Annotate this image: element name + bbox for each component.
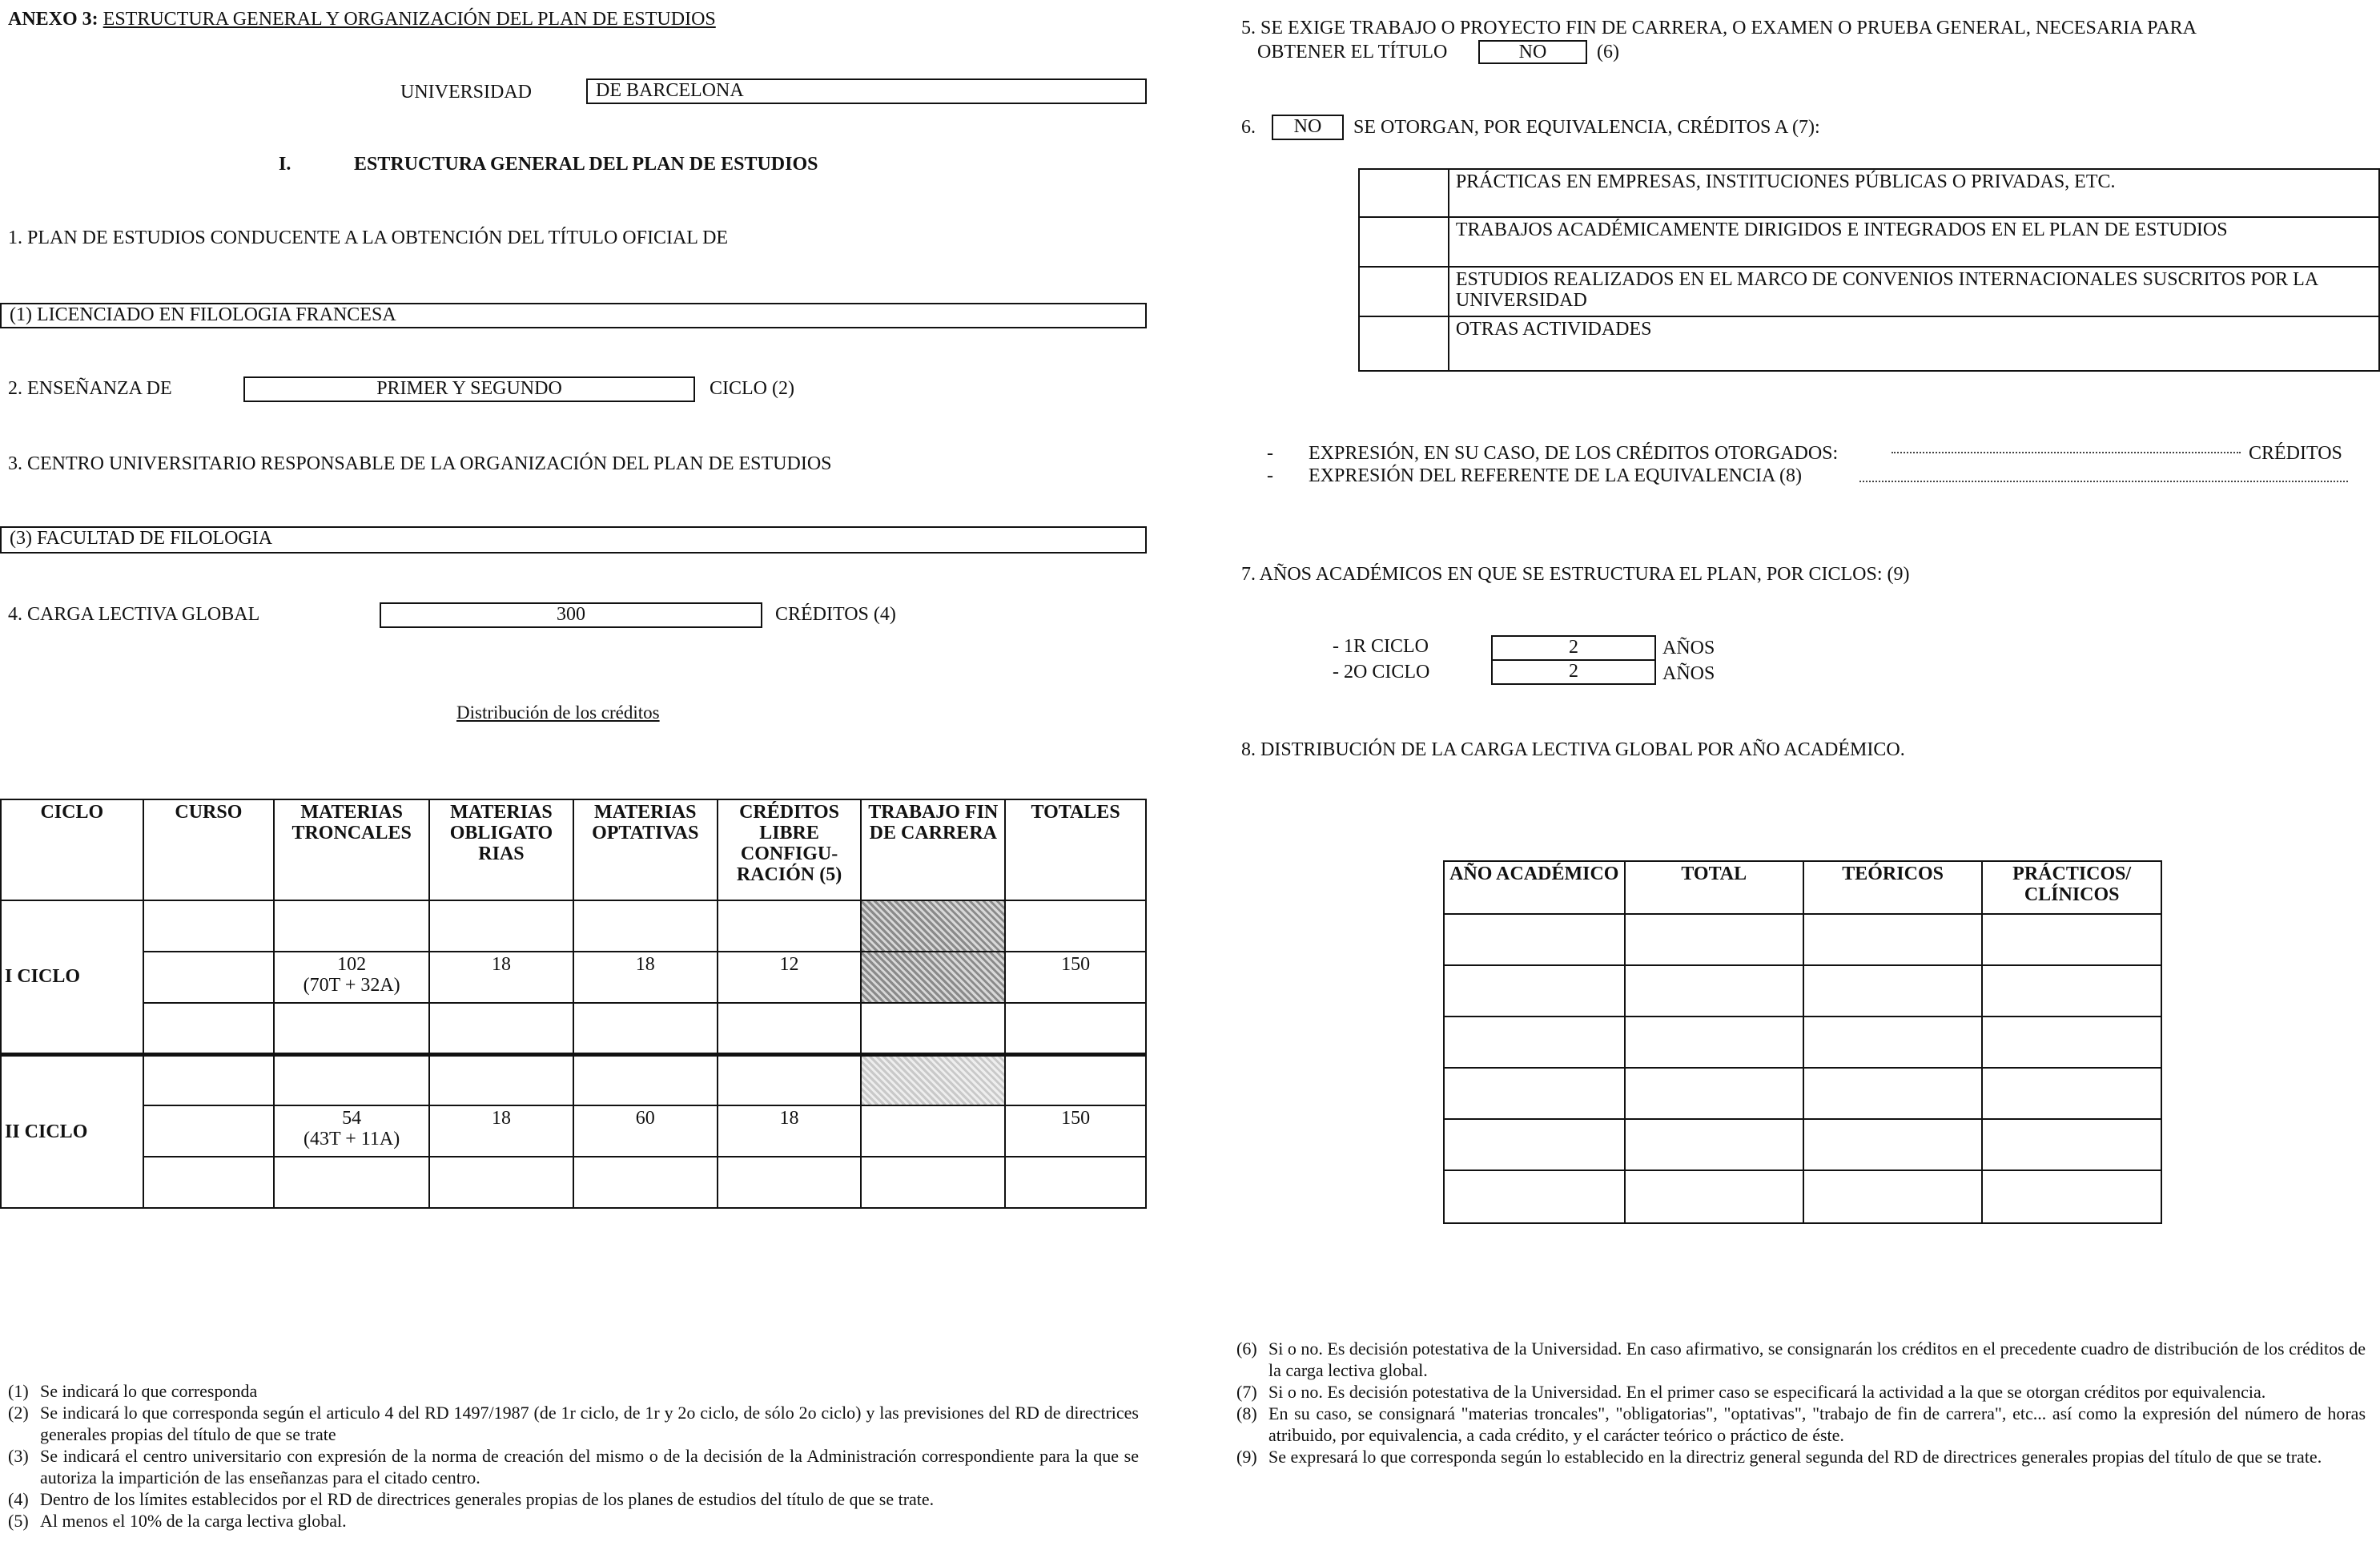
table-cell (1359, 267, 1449, 316)
table-cell (1005, 900, 1146, 952)
table-cell (429, 1003, 573, 1054)
q5-line2: OBTENER EL TÍTULO (1257, 42, 1448, 62)
q4-suffix: CRÉDITOS (4) (775, 604, 896, 625)
table-cell (1444, 1068, 1625, 1119)
table-cell (1444, 965, 1625, 1017)
annex-title: ESTRUCTURA GENERAL Y ORGANIZACIÓN DEL PLAN DE ESTUDIOS (103, 9, 716, 30)
table-cell (143, 952, 275, 1003)
table-cell (1625, 965, 1803, 1017)
header-cell: TEÓRICOS (1803, 861, 1982, 914)
table-cell (143, 1105, 275, 1157)
table-cell (274, 1003, 429, 1054)
table-cell (1444, 1017, 1625, 1068)
table-cell (1803, 965, 1982, 1017)
table-cell (1803, 1170, 1982, 1223)
table-header-row (1, 799, 1146, 900)
total-cell: 150 (1005, 1105, 1146, 1157)
table-cell (861, 1105, 1005, 1157)
table-cell (1005, 1003, 1146, 1054)
dash: - (1267, 465, 1273, 486)
troncales-cell (274, 952, 429, 1003)
table-cell (1803, 1068, 1982, 1119)
section-title: ESTRUCTURA GENERAL DEL PLAN DE ESTUDIOS (354, 154, 818, 175)
obligatorias-cell: 18 (429, 1105, 573, 1157)
table-cell (1005, 1054, 1146, 1105)
years-unit: AÑOS (1662, 638, 1715, 658)
header-cell: MATERIAS TRONCALES (274, 799, 429, 900)
header-cell: TOTAL (1625, 861, 1803, 914)
table-cell (1982, 1119, 2161, 1170)
annex-label: ANEXO 3: (8, 9, 98, 30)
expr2-label: EXPRESIÓN DEL REFERENTE DE LA EQUIVALENCIA (8) (1309, 465, 1802, 486)
footnote: (1) Se indicará lo que corresponda (8, 1381, 258, 1401)
q4-field: 300 (380, 602, 762, 628)
total-cell: 150 (1005, 952, 1146, 1003)
shaded-cell (861, 900, 1005, 952)
table-cell (1982, 1068, 2161, 1119)
table-cell (573, 1054, 718, 1105)
libre-cell: 12 (718, 952, 862, 1003)
table-cell (143, 1054, 275, 1105)
q6-num: 6. (1241, 117, 1256, 138)
troncales-detail: (70T + 32A) (303, 975, 400, 996)
table-row (1444, 1119, 2161, 1170)
table-cell (1359, 316, 1449, 371)
table-cell (1444, 1119, 1625, 1170)
table-cell (1625, 1068, 1803, 1119)
table-cell (1444, 1170, 1625, 1223)
table-cell (429, 1054, 573, 1105)
libre-cell: 18 (718, 1105, 862, 1157)
right-footnotes (1236, 1338, 2366, 1467)
table-cell (429, 900, 573, 952)
table-row (1444, 1068, 2161, 1119)
footnote: (9) Se expresará lo que corresponda según lo establecido en la directriz general segunda del RD de directrices generales propias del título de que se trate. (1236, 1447, 2322, 1467)
table-cell (1803, 1017, 1982, 1068)
table-cell (718, 1054, 862, 1105)
optativas-cell: 60 (573, 1105, 718, 1157)
cycle2-label: - 2O CICLO (1333, 662, 1430, 682)
table-cell (718, 1157, 862, 1208)
table-header-row (1444, 861, 2161, 914)
year-distribution-table (1443, 860, 2162, 1224)
table-cell (1982, 1017, 2161, 1068)
equiv-row-label: ESTUDIOS REALIZADOS EN EL MARCO DE CONVENIOS INTERNACIONALES SUSCRITOS POR LA UNIVERSIDAD (1449, 267, 2379, 316)
q6-field: NO (1272, 115, 1344, 140)
table-cell (1982, 1170, 2161, 1223)
university-field: DE BARCELONA (586, 79, 1147, 104)
table-cell (718, 1003, 862, 1054)
footnote: (8) En su caso, se consignará "materias troncales", "obligatorias", "optativas", "trabajo de fin de carrera", etc... así como la expresión del número de horas atribuido, por equivalencia, a cada crédito, y el carácter teórico o práctico de éste. (1236, 1403, 2366, 1445)
table-cell (861, 1003, 1005, 1054)
table-row (1359, 169, 2379, 217)
header-cell: AÑO ACADÉMICO (1444, 861, 1625, 914)
table-cell (573, 1157, 718, 1208)
footnote: (5) Al menos el 10% de la carga lectiva global. (8, 1511, 347, 1531)
q2-label: 2. ENSEÑANZA DE (8, 378, 172, 399)
table-cell (429, 1157, 573, 1208)
header-cell: TOTALES (1005, 799, 1146, 900)
section-number: I. (279, 154, 291, 175)
header-cell: MATERIAS OBLIGATO RIAS (429, 799, 573, 900)
table-cell (573, 1003, 718, 1054)
footnote: (7) Si o no. Es decisión potestativa de la Universidad. En el primer caso se especificará la actividad a la que se otorgan créditos por equivalencia. (1236, 1382, 2266, 1402)
header-cell: CICLO (1, 799, 143, 900)
table-row (1359, 217, 2379, 267)
header-cell: PRÁCTICOS/ CLÍNICOS (1982, 861, 2161, 914)
cycle2-label: II CICLO (1, 1054, 143, 1208)
table-row (1444, 1170, 2161, 1223)
table-cell (1625, 1017, 1803, 1068)
table-row (1359, 267, 2379, 316)
table-row (1, 1105, 1146, 1157)
troncales-value: 102 (337, 954, 367, 975)
cycle1-years-field: 2 (1491, 635, 1656, 661)
header-cell: CURSO (143, 799, 275, 900)
university-label: UNIVERSIDAD (400, 82, 532, 103)
table-cell (573, 900, 718, 952)
header-cell: MATERIAS OPTATIVAS (573, 799, 718, 900)
table-cell (1359, 169, 1449, 217)
table-row (1, 900, 1146, 952)
q5-line1: 5. SE EXIGE TRABAJO O PROYECTO FIN DE CARRERA, O EXAMEN O PRUEBA GENERAL, NECESARIA PARA (1241, 18, 2197, 38)
distribution-title: Distribución de los créditos (456, 703, 660, 723)
shaded-cell (861, 952, 1005, 1003)
table-cell (143, 900, 275, 952)
cycle1-label: - 1R CICLO (1333, 636, 1429, 657)
header-cell: TRABAJO FIN DE CARRERA (861, 799, 1005, 900)
table-cell (1444, 914, 1625, 965)
q1-text: 1. PLAN DE ESTUDIOS CONDUCENTE A LA OBTENCIÓN DEL TÍTULO OFICIAL DE (8, 227, 729, 248)
table-row (1, 1157, 1146, 1208)
table-cell (274, 900, 429, 952)
table-cell (1625, 1119, 1803, 1170)
table-row (1, 1054, 1146, 1105)
years-unit: AÑOS (1662, 663, 1715, 684)
table-cell (1005, 1157, 1146, 1208)
q2-suffix: CICLO (2) (710, 378, 794, 399)
table-row (1444, 965, 2161, 1017)
table-cell (1359, 217, 1449, 267)
q2-field: PRIMER Y SEGUNDO (243, 376, 695, 402)
table-cell (1625, 1170, 1803, 1223)
left-footnotes (8, 1380, 1139, 1532)
dash: - (1267, 443, 1273, 464)
footnote: (3) Se indicará el centro universitario con expresión de la norma de creación del mismo o de la decisión de la Administración correspondiente para la que se autoriza la impartición de las enseñanzas para el citado centro. (8, 1446, 1139, 1488)
table-cell (1803, 1119, 1982, 1170)
table-cell (1625, 914, 1803, 965)
credits-table (0, 799, 1147, 1209)
q5-field: NO (1478, 40, 1587, 64)
equiv-row-label: OTRAS ACTIVIDADES (1449, 316, 2379, 371)
header-cell: CRÉDITOS LIBRE CONFIGU-RACIÓN (5) (718, 799, 862, 900)
optativas-cell: 18 (573, 952, 718, 1003)
q7-text: 7. AÑOS ACADÉMICOS EN QUE SE ESTRUCTURA EL PLAN, POR CICLOS: (9) (1241, 564, 1910, 585)
table-cell (1803, 914, 1982, 965)
table-cell (1982, 965, 2161, 1017)
footnote: (6) Si o no. Es decisión potestativa de la Universidad. En caso afirmativo, se consignarán los créditos en el precedente cuadro de distribución de los créditos de la carga lectiva global. (1236, 1339, 2366, 1380)
table-cell (1982, 914, 2161, 965)
q8-text: 8. DISTRIBUCIÓN DE LA CARGA LECTIVA GLOBAL POR AÑO ACADÉMICO. (1241, 739, 1905, 760)
table-row (1, 1003, 1146, 1054)
cycle2-years-field: 2 (1491, 659, 1656, 685)
equiv-row-label: TRABAJOS ACADÉMICAMENTE DIRIGIDOS E INTEGRADOS EN EL PLAN DE ESTUDIOS (1449, 217, 2379, 267)
expr2-dotted-line (1859, 481, 2348, 482)
footnote: (4) Dentro de los límites establecidos por el RD de directrices generales propias de los planes de estudios del título de que se trate. (8, 1489, 935, 1509)
troncales-value: 54 (342, 1108, 362, 1129)
q4-label: 4. CARGA LECTIVA GLOBAL (8, 604, 260, 625)
table-cell (274, 1157, 429, 1208)
table-cell (143, 1157, 275, 1208)
table-row (1359, 316, 2379, 371)
cycle1-label: I CICLO (1, 900, 143, 1054)
q3-centre-field: (3) FACULTAD DE FILOLOGIA (0, 526, 1147, 554)
equiv-row-label: PRÁCTICAS EN EMPRESAS, INSTITUCIONES PÚBLICAS O PRIVADAS, ETC. (1449, 169, 2379, 217)
q6-text: SE OTORGAN, POR EQUIVALENCIA, CRÉDITOS A (7): (1353, 117, 1820, 138)
equivalence-table (1358, 168, 2380, 372)
obligatorias-cell: 18 (429, 952, 573, 1003)
shaded-cell (861, 1054, 1005, 1105)
troncales-detail: (43T + 11A) (304, 1129, 400, 1149)
troncales-cell (274, 1105, 429, 1157)
expr1-dotted-line (1892, 452, 2241, 453)
expr1-label: EXPRESIÓN, EN SU CASO, DE LOS CRÉDITOS OTORGADOS: (1309, 443, 1839, 464)
q5-suffix: (6) (1597, 42, 1619, 62)
table-cell (143, 1003, 275, 1054)
annex-heading (8, 8, 716, 30)
table-row (1444, 1017, 2161, 1068)
q3-text: 3. CENTRO UNIVERSITARIO RESPONSABLE DE LA ORGANIZACIÓN DEL PLAN DE ESTUDIOS (8, 453, 832, 474)
expr1-suffix: CRÉDITOS (2249, 443, 2342, 464)
table-row (1444, 914, 2161, 965)
table-row (1, 952, 1146, 1003)
footnote: (2) Se indicará lo que corresponda según el articulo 4 del RD 1497/1987 (de 1r ciclo, de 1r y 2o ciclo, de sólo 2o ciclo) y las previsiones del RD de directrices generales propias del título de que se trate (8, 1403, 1139, 1444)
table-cell (274, 1054, 429, 1105)
table-cell (718, 900, 862, 952)
table-cell (861, 1157, 1005, 1208)
q1-title-field: (1) LICENCIADO EN FILOLOGIA FRANCESA (0, 303, 1147, 328)
